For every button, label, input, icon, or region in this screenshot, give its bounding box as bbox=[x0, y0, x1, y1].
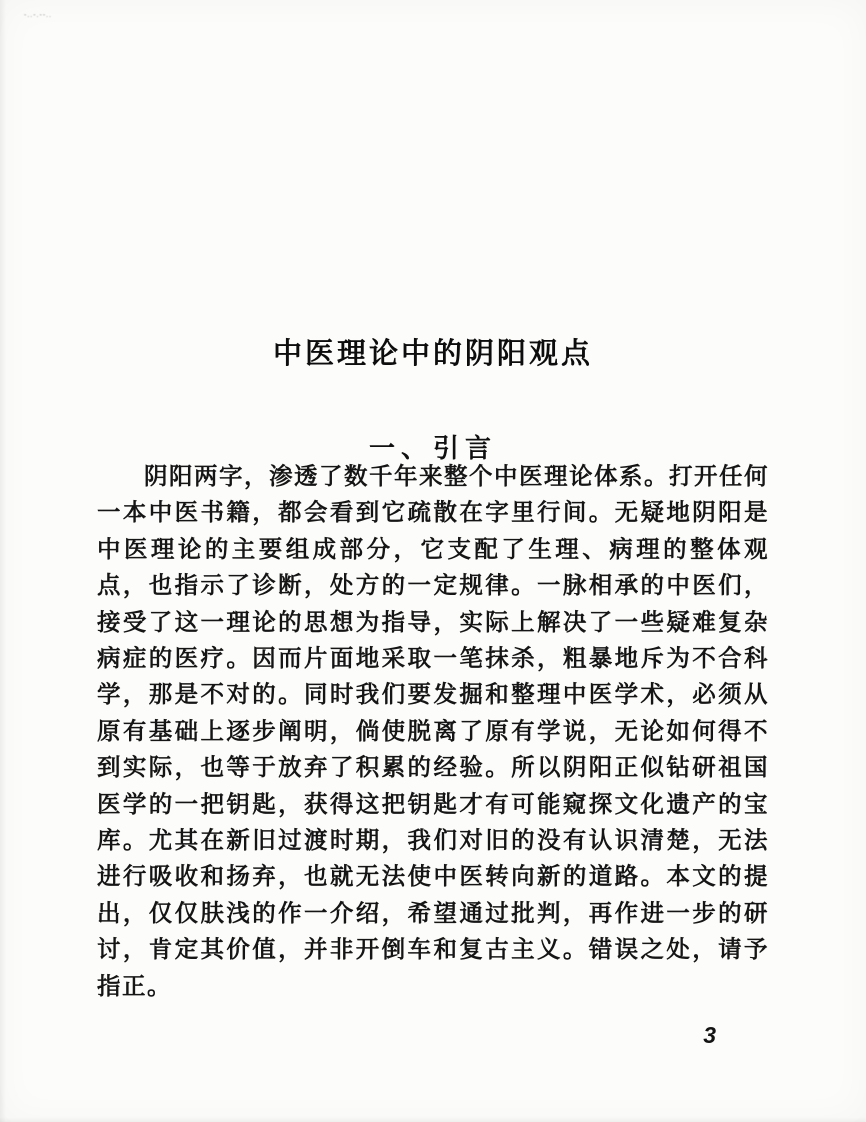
page-edge-shade-bottom bbox=[0, 1117, 866, 1122]
section-heading: 一、引言 bbox=[368, 432, 497, 463]
page-title: 中医理论中的阴阳观点 bbox=[272, 338, 593, 371]
scan-artifact: -..-.--.. bbox=[24, 12, 53, 19]
body-paragraph: 阴阳两字，渗透了数千年来整个中医理论体系。打开任何一本中医书籍，都会看到它疏散在字里行间。无疑地阴阳是中医理论的主要组成部分，它支配了生理、病理的整体观点，也指示了诊断，处方的一定规律。一脉相承的中医们，接受了这一理论的思想为指导，实际上解决了一些疑难复杂病症的医疗。因而片面地采取一笔抹杀，粗暴地斥为不合科学，那是不对的。同时我们要发掘和整理中医学术，必须从原有基础上逐步阐明，倘使脱离了原有学说，无论如何得不到实际，也等于放弃了积累的经验。所以阴阳正似钻研祖国医学的一把钥匙，获得这把钥匙才有可能窥探文化遗产的宝库。尤其在新旧过渡时期，我们对旧的没有认识清楚，无法进行吸收和扬弃，也就无法使中医转向新的道路。本文的提出，仅仅肤浅的作一介绍，希望通过批判，再作进一步的研讨，肯定其价值，并非开倒车和复古主义。错误之处，请予指正。 bbox=[97, 463, 769, 999]
page-number: 3 bbox=[703, 1022, 716, 1048]
page-edge-shade-left bbox=[0, 0, 6, 1122]
body-text-block bbox=[97, 458, 769, 1004]
